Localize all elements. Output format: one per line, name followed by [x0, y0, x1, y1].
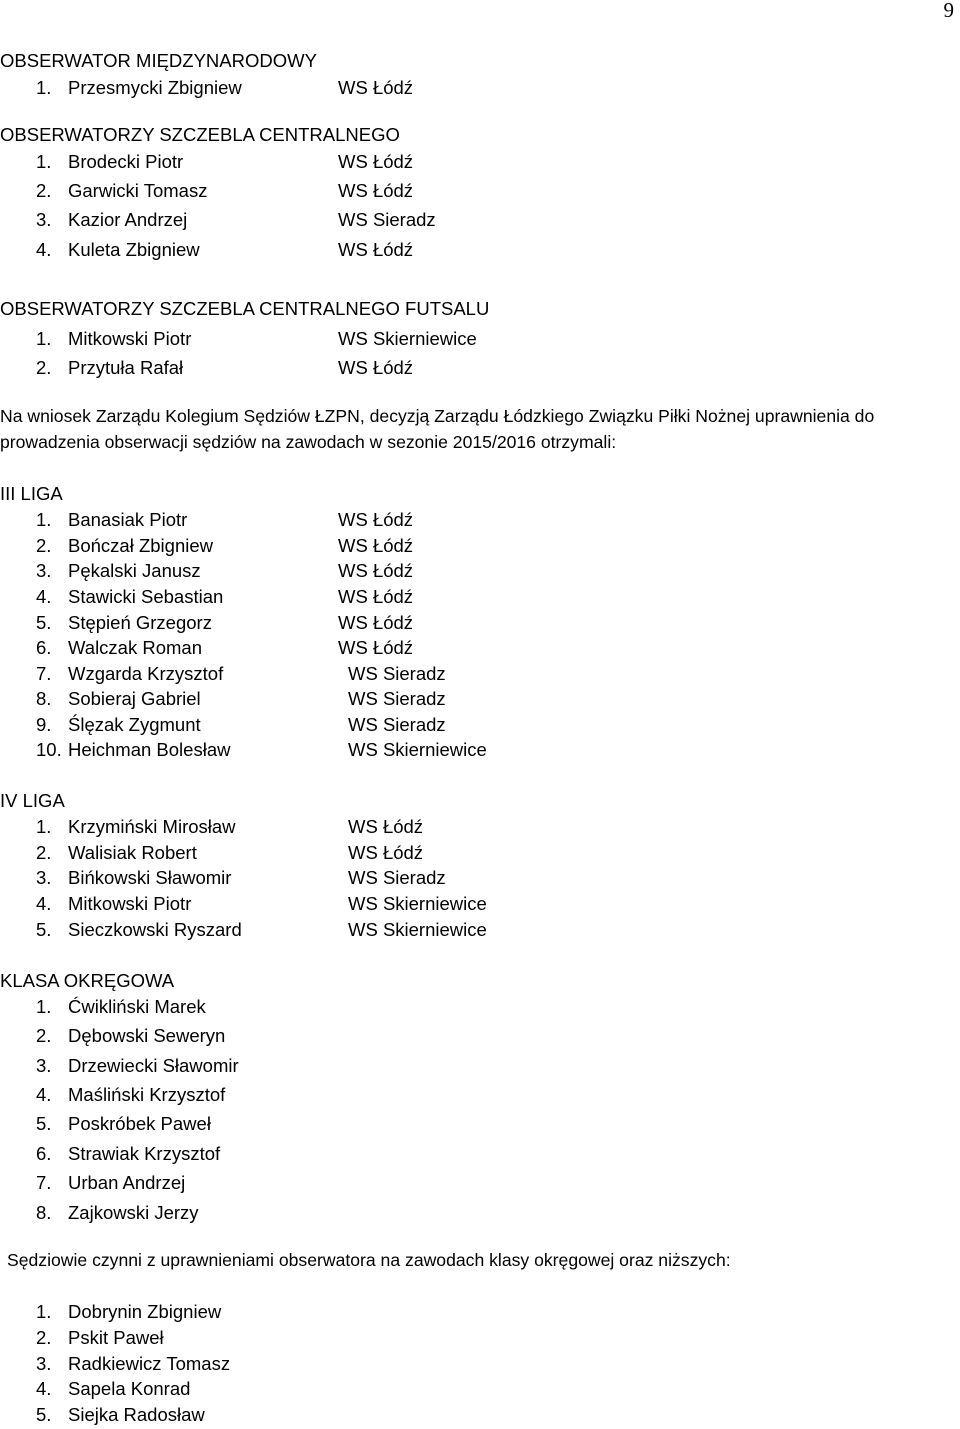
item-number: 1.	[36, 328, 52, 349]
item-name: Poskróbek Paweł	[68, 1113, 211, 1134]
item-name: Bończał Zbigniew	[68, 535, 213, 556]
item-number: 4.	[36, 586, 52, 607]
item-number: 2.	[36, 1327, 52, 1348]
item-number: 1.	[36, 1301, 52, 1322]
section-title-active: Sędziowie czynni z uprawnieniami obserwatora na zawodach klasy okręgowej oraz niższych:	[7, 1250, 731, 1270]
section-title-central: OBSERWATORZY SZCZEBLA CENTRALNEGO	[0, 124, 400, 145]
item-org: WS Łódź	[338, 239, 414, 260]
item-number: 2.	[36, 357, 52, 378]
item-name: Sapela Konrad	[68, 1378, 191, 1399]
item-name: Dębowski Seweryn	[68, 1025, 226, 1046]
item-number: 3.	[36, 1055, 52, 1076]
item-number: 2.	[36, 180, 52, 201]
item-number: 1.	[36, 151, 52, 172]
item-number: 6.	[36, 637, 52, 658]
item-org: WS Sieradz	[348, 867, 446, 888]
item-name: Ślęzak Zygmunt	[68, 714, 201, 735]
section-title-liga4: IV LIGA	[0, 790, 65, 811]
item-org: WS Łódź	[338, 151, 414, 172]
item-number: 4.	[36, 893, 52, 914]
item-name: Kazior Andrzej	[68, 209, 188, 230]
item-number: 2.	[36, 535, 52, 556]
item-number: 1.	[36, 816, 52, 837]
item-number: 8.	[36, 1202, 52, 1223]
item-org: WS Łódź	[338, 560, 414, 581]
item-org: WS Łódź	[338, 357, 414, 378]
item-name: Zajkowski Jerzy	[68, 1202, 199, 1223]
item-name: Walczak Roman	[68, 637, 202, 658]
item-number: 3.	[36, 209, 52, 230]
item-name: Brodecki Piotr	[68, 151, 184, 172]
item-name: Przesmycki Zbigniew	[68, 77, 242, 98]
item-name: Bińkowski Sławomir	[68, 867, 232, 888]
item-number: 8.	[36, 688, 52, 709]
item-number: 3.	[36, 1353, 52, 1374]
intro-paragraph-line-1: Na wniosek Zarządu Kolegium Sędziów ŁZPN, decyzją Zarządu Łódzkiego Związku Piłki Nożnej uprawnienia do	[0, 406, 875, 426]
page-number: 9	[943, 0, 954, 22]
item-org: WS Łódź	[338, 535, 414, 556]
item-org: WS Skierniewice	[348, 893, 487, 914]
item-number: 10.	[36, 739, 62, 760]
item-name: Sieczkowski Ryszard	[68, 919, 242, 940]
item-name: Pskit Paweł	[68, 1327, 164, 1348]
item-name: Stępień Grzegorz	[68, 612, 212, 633]
item-org: WS Łódź	[338, 180, 414, 201]
item-number: 7.	[36, 1172, 52, 1193]
item-name: Ćwikliński Marek	[68, 996, 206, 1017]
item-name: Maśliński Krzysztof	[68, 1084, 226, 1105]
intro-paragraph-line-2: prowadzenia obserwacji sędziów na zawodach w sezonie 2015/2016 otrzymali:	[0, 432, 617, 452]
item-name: Kuleta Zbigniew	[68, 239, 200, 260]
item-name: Sobieraj Gabriel	[68, 688, 201, 709]
item-number: 1.	[36, 509, 52, 530]
section-title-international: OBSERWATOR MIĘDZYNARODOWY	[0, 50, 317, 71]
item-org: WS Skierniewice	[348, 919, 487, 940]
item-org: WS Sieradz	[348, 714, 446, 735]
item-number: 4.	[36, 1378, 52, 1399]
item-org: WS Łódź	[348, 842, 424, 863]
item-org: WS Skierniewice	[338, 328, 477, 349]
item-number: 6.	[36, 1143, 52, 1164]
item-name: Mitkowski Piotr	[68, 893, 192, 914]
section-title-okregowa: KLASA OKRĘGOWA	[0, 970, 175, 991]
item-name: Mitkowski Piotr	[68, 328, 192, 349]
item-name: Wzgarda Krzysztof	[68, 663, 224, 684]
item-number: 5.	[36, 1113, 52, 1134]
item-number: 5.	[36, 1404, 52, 1425]
item-number: 1.	[36, 77, 52, 98]
item-org: WS Łódź	[338, 612, 414, 633]
item-org: WS Sieradz	[338, 209, 436, 230]
item-org: WS Łódź	[338, 586, 414, 607]
item-org: WS Skierniewice	[348, 739, 487, 760]
item-org: WS Sieradz	[348, 688, 446, 709]
item-org: WS Sieradz	[348, 663, 446, 684]
item-number: 3.	[36, 867, 52, 888]
item-name: Dobrynin Zbigniew	[68, 1301, 222, 1322]
item-number: 3.	[36, 560, 52, 581]
item-number: 2.	[36, 842, 52, 863]
item-number: 7.	[36, 663, 52, 684]
item-org: WS Łódź	[348, 816, 424, 837]
item-number: 2.	[36, 1025, 52, 1046]
item-name: Garwicki Tomasz	[68, 180, 208, 201]
item-number: 4.	[36, 239, 52, 260]
item-name: Heichman Bolesław	[68, 739, 231, 760]
item-number: 4.	[36, 1084, 52, 1105]
item-number: 1.	[36, 996, 52, 1017]
item-org: WS Łódź	[338, 637, 414, 658]
section-title-futsal: OBSERWATORZY SZCZEBLA CENTRALNEGO FUTSALU	[0, 298, 490, 319]
item-number: 5.	[36, 919, 52, 940]
item-name: Urban Andrzej	[68, 1172, 186, 1193]
item-name: Strawiak Krzysztof	[68, 1143, 221, 1164]
item-name: Pękalski Janusz	[68, 560, 201, 581]
item-name: Przytuła Rafał	[68, 357, 184, 378]
item-name: Banasiak Piotr	[68, 509, 188, 530]
item-number: 9.	[36, 714, 52, 735]
item-name: Drzewiecki Sławomir	[68, 1055, 239, 1076]
item-name: Krzymiński Mirosław	[68, 816, 236, 837]
item-name: Radkiewicz Tomasz	[68, 1353, 231, 1374]
item-name: Walisiak Robert	[68, 842, 197, 863]
item-org: WS Łódź	[338, 77, 414, 98]
section-title-liga3: III LIGA	[0, 483, 63, 504]
item-name: Stawicki Sebastian	[68, 586, 224, 607]
item-name: Siejka Radosław	[68, 1404, 205, 1425]
item-number: 5.	[36, 612, 52, 633]
item-org: WS Łódź	[338, 509, 414, 530]
